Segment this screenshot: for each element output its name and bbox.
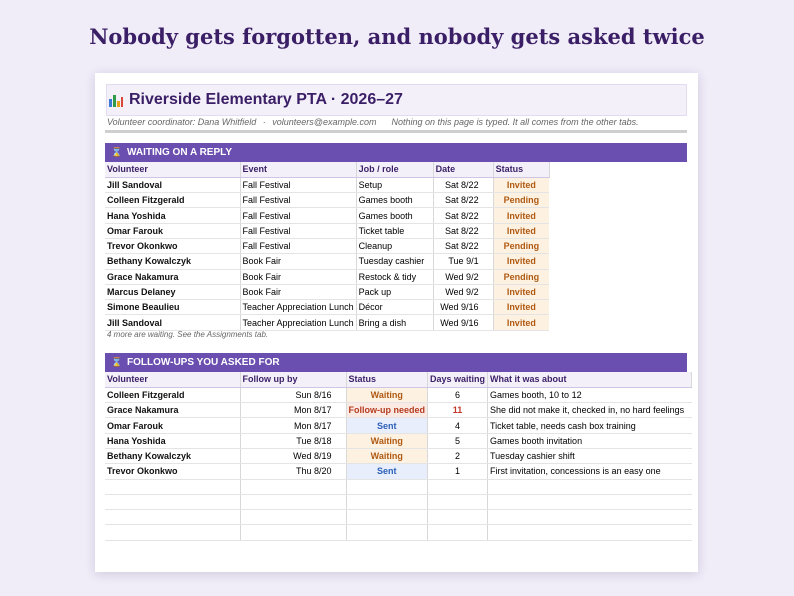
empty-cell[interactable]	[240, 525, 346, 540]
status-cell[interactable]: Sent	[346, 464, 428, 479]
follow-up-date-cell[interactable]: Thu 8/20	[240, 464, 346, 479]
job-cell[interactable]: Pack up	[356, 284, 433, 299]
status-cell[interactable]: Waiting	[346, 433, 428, 448]
job-cell[interactable]: Restock & tidy	[356, 269, 433, 284]
date-cell[interactable]: Sat 8/22	[433, 208, 493, 223]
header-divider	[105, 130, 687, 133]
table-row[interactable]	[105, 464, 692, 479]
empty-cell[interactable]	[346, 479, 428, 494]
volunteer-cell[interactable]: Grace Nakamura	[105, 403, 240, 418]
empty-cell[interactable]	[240, 494, 346, 509]
date-cell[interactable]: Wed 9/2	[433, 284, 493, 299]
volunteer-cell[interactable]: Marcus Delaney	[105, 284, 240, 299]
empty-cell[interactable]	[488, 479, 692, 494]
dot-separator: ·	[262, 117, 266, 127]
volunteer-cell[interactable]: Jill Sandoval	[105, 315, 240, 330]
table-row[interactable]	[105, 403, 692, 418]
followups-section-header	[105, 353, 687, 372]
sheet-tagline: Nothing on this page is typed. It all comes from the other tabs.	[391, 117, 639, 127]
note-cell[interactable]: Games booth invitation	[488, 433, 692, 448]
note-cell[interactable]: Games booth, 10 to 12	[488, 387, 692, 402]
days-waiting-cell[interactable]: 2	[428, 448, 488, 463]
title-bar	[106, 84, 687, 116]
status-cell[interactable]: Sent	[346, 418, 428, 433]
date-cell[interactable]: Wed 9/2	[433, 269, 493, 284]
status-cell[interactable]: Invited	[493, 223, 549, 238]
empty-row[interactable]	[105, 494, 692, 509]
status-cell[interactable]: Invited	[493, 208, 549, 223]
hourglass-icon: ⌛	[111, 147, 123, 157]
empty-row[interactable]	[105, 479, 692, 494]
table-row[interactable]	[105, 284, 549, 299]
table-row[interactable]	[105, 300, 549, 315]
date-cell[interactable]: Sat 8/22	[433, 223, 493, 238]
job-cell[interactable]: Setup	[356, 177, 433, 192]
follow-up-date-cell[interactable]: Mon 8/17	[240, 418, 346, 433]
empty-cell[interactable]	[428, 479, 488, 494]
empty-row[interactable]	[105, 510, 692, 525]
volunteer-cell[interactable]: Omar Farouk	[105, 418, 240, 433]
column-header[interactable]: Volunteer	[105, 162, 240, 177]
table-row[interactable]	[105, 315, 549, 330]
empty-cell[interactable]	[105, 494, 240, 509]
volunteer-cell[interactable]: Trevor Okonkwo	[105, 238, 240, 253]
table-row[interactable]	[105, 193, 549, 208]
note-cell[interactable]: First invitation, concessions is an easy one	[488, 464, 692, 479]
days-waiting-cell[interactable]: 1	[428, 464, 488, 479]
job-cell[interactable]: Bring a dish	[356, 315, 433, 330]
column-header[interactable]: Date	[433, 162, 493, 177]
volunteer-cell[interactable]: Bethany Kowalczyk	[105, 448, 240, 463]
table-row[interactable]	[105, 448, 692, 463]
hourglass-icon: ⌛	[111, 357, 123, 367]
volunteer-cell[interactable]: Simone Beaulieu	[105, 300, 240, 315]
event-cell[interactable]: Book Fair	[240, 269, 356, 284]
status-cell[interactable]: Invited	[493, 284, 549, 299]
more-waiting-note: 4 more are waiting. See the Assignments tab.	[107, 330, 269, 339]
event-cell[interactable]: Teacher Appreciation Lunch	[240, 300, 356, 315]
status-cell[interactable]: Waiting	[346, 448, 428, 463]
date-cell[interactable]: Sat 8/22	[433, 193, 493, 208]
volunteer-cell[interactable]: Colleen Fitzgerald	[105, 387, 240, 402]
date-cell[interactable]: Wed 9/16	[433, 315, 493, 330]
volunteer-cell[interactable]: Omar Farouk	[105, 223, 240, 238]
note-cell[interactable]: Ticket table, needs cash box training	[488, 418, 692, 433]
waiting-table	[105, 162, 550, 331]
spreadsheet-card	[95, 73, 698, 572]
empty-cell[interactable]	[428, 494, 488, 509]
empty-cell[interactable]	[105, 479, 240, 494]
note-cell[interactable]: Tuesday cashier shift	[488, 448, 692, 463]
follow-up-date-cell[interactable]: Tue 8/18	[240, 433, 346, 448]
status-cell[interactable]: Follow-up needed	[346, 403, 428, 418]
coordinator-email[interactable]: volunteers@example.com	[272, 117, 377, 127]
job-cell[interactable]: Ticket table	[356, 223, 433, 238]
table-row[interactable]	[105, 238, 549, 253]
empty-row[interactable]	[105, 525, 692, 540]
volunteer-cell[interactable]: Trevor Okonkwo	[105, 464, 240, 479]
status-cell[interactable]: Pending	[493, 238, 549, 253]
waiting-section-header	[105, 143, 687, 162]
date-cell[interactable]: Sat 8/22	[433, 177, 493, 192]
volunteer-cell[interactable]: Hana Yoshida	[105, 208, 240, 223]
table-row[interactable]	[105, 387, 692, 402]
table-row[interactable]	[105, 433, 692, 448]
column-header[interactable]: Job / role	[356, 162, 433, 177]
days-waiting-cell[interactable]: 4	[428, 418, 488, 433]
empty-cell[interactable]	[488, 510, 692, 525]
event-cell[interactable]: Fall Festival	[240, 208, 356, 223]
column-header[interactable]: Days waiting	[428, 372, 488, 387]
job-cell[interactable]: Tuesday cashier	[356, 254, 433, 269]
table-row[interactable]	[105, 208, 549, 223]
date-cell[interactable]: Tue 9/1	[433, 254, 493, 269]
days-waiting-cell[interactable]: 11	[428, 403, 488, 418]
coordinator-name: Volunteer coordinator: Dana Whitfield	[107, 117, 257, 127]
follow-up-date-cell[interactable]: Wed 8/19	[240, 448, 346, 463]
status-cell[interactable]: Invited	[493, 177, 549, 192]
date-cell[interactable]: Sat 8/22	[433, 238, 493, 253]
column-header[interactable]: Status	[493, 162, 549, 177]
note-cell[interactable]: She did not make it, checked in, no hard feelings	[488, 403, 692, 418]
status-cell[interactable]: Pending	[493, 193, 549, 208]
event-cell[interactable]: Fall Festival	[240, 223, 356, 238]
page-headline: Nobody gets forgotten, and nobody gets asked twice	[89, 24, 705, 49]
empty-cell[interactable]	[105, 525, 240, 540]
job-cell[interactable]: Cleanup	[356, 238, 433, 253]
date-cell[interactable]: Wed 9/16	[433, 300, 493, 315]
event-cell[interactable]: Fall Festival	[240, 238, 356, 253]
status-cell[interactable]: Invited	[493, 315, 549, 330]
followups-section-title: FOLLOW-UPS YOU ASKED FOR	[127, 357, 280, 368]
follow-up-date-cell[interactable]: Sun 8/16	[240, 387, 346, 402]
bar-chart-icon	[109, 94, 123, 107]
table-row[interactable]	[105, 418, 692, 433]
table-row[interactable]	[105, 223, 549, 238]
volunteer-cell[interactable]: Jill Sandoval	[105, 177, 240, 192]
job-cell[interactable]: Games booth	[356, 208, 433, 223]
table-row[interactable]	[105, 254, 549, 269]
volunteer-cell[interactable]: Hana Yoshida	[105, 433, 240, 448]
empty-cell[interactable]	[240, 510, 346, 525]
status-cell[interactable]: Invited	[493, 254, 549, 269]
waiting-section-title: WAITING ON A REPLY	[127, 147, 233, 158]
days-waiting-cell[interactable]: 5	[428, 433, 488, 448]
coordinator-line	[107, 117, 639, 127]
volunteer-cell[interactable]: Colleen Fitzgerald	[105, 193, 240, 208]
table-row[interactable]	[105, 177, 549, 192]
status-cell[interactable]: Invited	[493, 300, 549, 315]
column-header[interactable]: Status	[346, 372, 428, 387]
table-row[interactable]	[105, 269, 549, 284]
empty-cell[interactable]	[105, 510, 240, 525]
volunteer-cell[interactable]: Grace Nakamura	[105, 269, 240, 284]
empty-cell[interactable]	[240, 479, 346, 494]
empty-cell[interactable]	[346, 525, 428, 540]
empty-cell[interactable]	[488, 494, 692, 509]
event-cell[interactable]: Teacher Appreciation Lunch	[240, 315, 356, 330]
empty-cell[interactable]	[488, 525, 692, 540]
status-cell[interactable]: Pending	[493, 269, 549, 284]
event-cell[interactable]: Book Fair	[240, 284, 356, 299]
empty-cell[interactable]	[428, 510, 488, 525]
column-header[interactable]: Volunteer	[105, 372, 240, 387]
empty-cell[interactable]	[428, 525, 488, 540]
days-waiting-cell[interactable]: 6	[428, 387, 488, 402]
job-cell[interactable]: Games booth	[356, 193, 433, 208]
column-header[interactable]: Event	[240, 162, 356, 177]
column-header[interactable]: Follow up by	[240, 372, 346, 387]
follow-up-date-cell[interactable]: Mon 8/17	[240, 403, 346, 418]
sheet-title: Riverside Elementary PTA · 2026–27	[129, 91, 403, 108]
event-cell[interactable]: Fall Festival	[240, 193, 356, 208]
status-cell[interactable]: Waiting	[346, 387, 428, 402]
followups-table	[105, 372, 692, 541]
volunteer-cell[interactable]: Bethany Kowalczyk	[105, 254, 240, 269]
event-cell[interactable]: Fall Festival	[240, 177, 356, 192]
empty-cell[interactable]	[346, 510, 428, 525]
column-header[interactable]: What it was about	[488, 372, 692, 387]
event-cell[interactable]: Book Fair	[240, 254, 356, 269]
empty-cell[interactable]	[346, 494, 428, 509]
job-cell[interactable]: Décor	[356, 300, 433, 315]
